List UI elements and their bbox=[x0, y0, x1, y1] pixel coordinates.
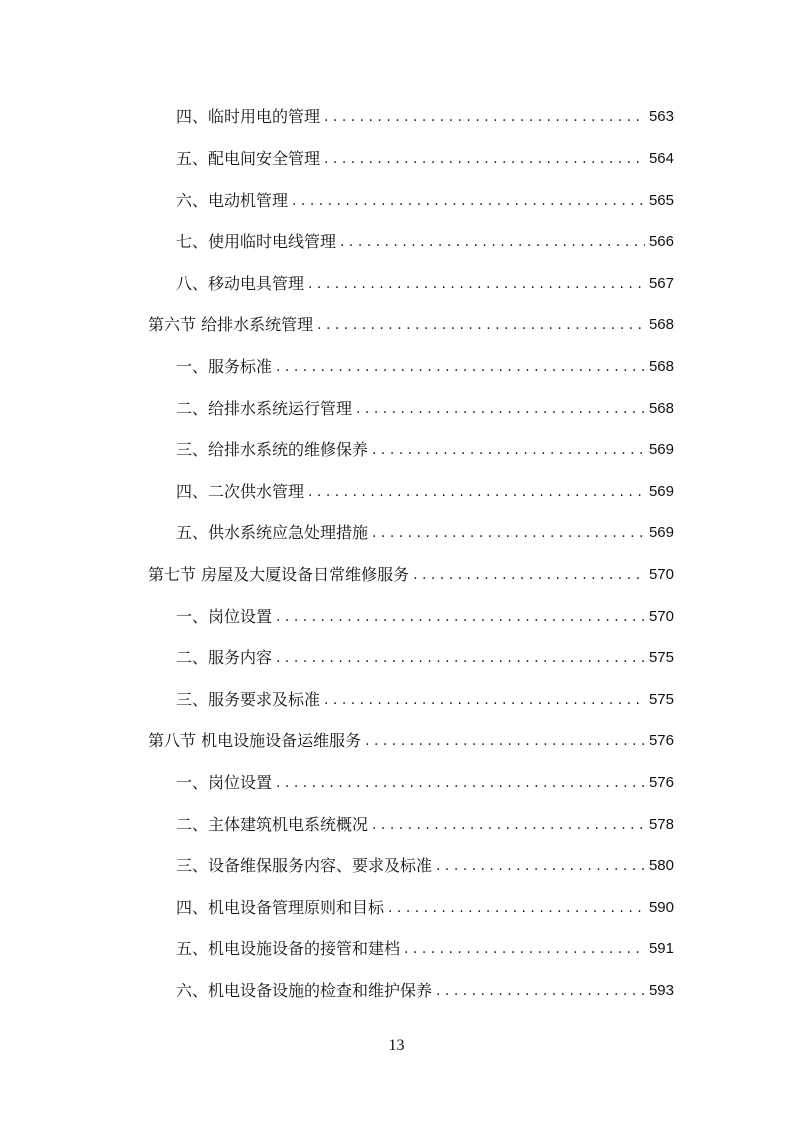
dot-leader bbox=[324, 107, 645, 127]
toc-entry-page: 575 bbox=[648, 649, 674, 666]
toc-entry-page: 568 bbox=[648, 316, 674, 333]
toc-entry[interactable] bbox=[176, 101, 674, 127]
dot-leader bbox=[388, 898, 645, 918]
toc-entry-title: 五、供水系统应急处理措施 bbox=[176, 523, 369, 542]
dot-leader bbox=[276, 648, 645, 668]
toc-entry-title: 三、设备维保服务内容、要求及标准 bbox=[176, 856, 433, 875]
toc-entry-title: 二、给排水系统运行管理 bbox=[176, 399, 353, 418]
dot-leader bbox=[308, 274, 645, 294]
toc-entry[interactable] bbox=[176, 143, 674, 169]
toc-entry-title: 一、岗位设置 bbox=[176, 607, 273, 626]
toc-entry-page: 591 bbox=[648, 940, 674, 957]
toc-entry-page: 568 bbox=[648, 358, 674, 375]
dot-leader bbox=[317, 315, 645, 335]
toc-entry-page: 578 bbox=[648, 816, 674, 833]
dot-leader bbox=[372, 440, 645, 460]
toc-entry-title: 二、服务内容 bbox=[176, 648, 273, 667]
toc-entry[interactable] bbox=[176, 517, 674, 543]
toc-entry-title: 第七节 房屋及大厦设备日常维修服务 bbox=[148, 565, 410, 584]
toc-entry-title: 五、机电设施设备的接管和建档 bbox=[176, 939, 401, 958]
toc-entry-page: 564 bbox=[648, 150, 674, 167]
dot-leader bbox=[308, 482, 645, 502]
toc-entry[interactable] bbox=[176, 476, 674, 502]
dot-leader bbox=[292, 191, 645, 211]
toc-entry-title: 四、临时用电的管理 bbox=[176, 107, 321, 126]
dot-leader bbox=[324, 690, 645, 710]
toc-entry-title: 八、移动电具管理 bbox=[176, 274, 305, 293]
toc-entry-page: 569 bbox=[648, 441, 674, 458]
toc-entry-page: 576 bbox=[648, 732, 674, 749]
toc-entry-page: 563 bbox=[648, 108, 674, 125]
toc-entry-page: 567 bbox=[648, 275, 674, 292]
toc-entry-title: 一、岗位设置 bbox=[176, 773, 273, 792]
toc-entry[interactable] bbox=[176, 684, 674, 710]
toc-section-entry[interactable] bbox=[148, 309, 674, 335]
toc-entry-page: 593 bbox=[648, 982, 674, 999]
toc-entry[interactable] bbox=[176, 850, 674, 876]
toc-entry-page: 565 bbox=[648, 192, 674, 209]
toc-entry[interactable] bbox=[176, 975, 674, 1001]
dot-leader bbox=[276, 773, 645, 793]
dot-leader bbox=[436, 856, 645, 876]
toc-entry-page: 568 bbox=[648, 400, 674, 417]
dot-leader bbox=[372, 815, 645, 835]
dot-leader bbox=[324, 149, 645, 169]
toc-entry-title: 第六节 给排水系统管理 bbox=[148, 315, 314, 334]
toc-entry-title: 第八节 机电设施设备运维服务 bbox=[148, 731, 362, 750]
toc-entry-page: 580 bbox=[648, 857, 674, 874]
toc-entry-page: 566 bbox=[648, 233, 674, 250]
toc-entry-page: 590 bbox=[648, 899, 674, 916]
toc-entry-title: 六、机电设备设施的检查和维护保养 bbox=[176, 981, 433, 1000]
toc-entry-page: 576 bbox=[648, 774, 674, 791]
toc-entry-title: 三、给排水系统的维修保养 bbox=[176, 440, 369, 459]
toc-entry-title: 二、主体建筑机电系统概况 bbox=[176, 815, 369, 834]
toc-entry[interactable] bbox=[176, 434, 674, 460]
toc-entry[interactable] bbox=[176, 351, 674, 377]
dot-leader bbox=[372, 523, 645, 543]
toc-entry[interactable] bbox=[176, 642, 674, 668]
toc-section-entry[interactable] bbox=[148, 559, 674, 585]
dot-leader bbox=[340, 232, 645, 252]
toc-entry[interactable] bbox=[176, 226, 674, 252]
toc-entry[interactable] bbox=[176, 268, 674, 294]
toc-entry-page: 569 bbox=[648, 483, 674, 500]
page-number: 13 bbox=[388, 1037, 405, 1054]
toc-entry[interactable] bbox=[176, 601, 674, 627]
toc-entry-title: 五、配电间安全管理 bbox=[176, 149, 321, 168]
toc-entry-title: 七、使用临时电线管理 bbox=[176, 232, 337, 251]
toc-entry[interactable] bbox=[176, 185, 674, 211]
toc-entry[interactable] bbox=[176, 809, 674, 835]
toc-entry-page: 569 bbox=[648, 524, 674, 541]
dot-leader bbox=[404, 939, 645, 959]
toc-entry-title: 一、服务标准 bbox=[176, 357, 273, 376]
toc-section-entry[interactable] bbox=[148, 725, 674, 751]
toc-entry[interactable] bbox=[176, 767, 674, 793]
dot-leader bbox=[276, 357, 645, 377]
toc-entry[interactable] bbox=[176, 892, 674, 918]
dot-leader bbox=[413, 565, 645, 585]
dot-leader bbox=[356, 399, 645, 419]
toc-entry-title: 四、二次供水管理 bbox=[176, 482, 305, 501]
toc-entry[interactable] bbox=[176, 393, 674, 419]
toc-entry[interactable] bbox=[176, 933, 674, 959]
toc-entry-page: 570 bbox=[648, 608, 674, 625]
dot-leader bbox=[436, 981, 645, 1001]
toc-entry-title: 六、电动机管理 bbox=[176, 191, 289, 210]
toc-entry-title: 四、机电设备管理原则和目标 bbox=[176, 898, 385, 917]
dot-leader bbox=[365, 731, 645, 751]
toc-entry-page: 575 bbox=[648, 691, 674, 708]
toc-entry-page: 570 bbox=[648, 566, 674, 583]
toc-entry-title: 三、服务要求及标准 bbox=[176, 690, 321, 709]
dot-leader bbox=[276, 607, 645, 627]
